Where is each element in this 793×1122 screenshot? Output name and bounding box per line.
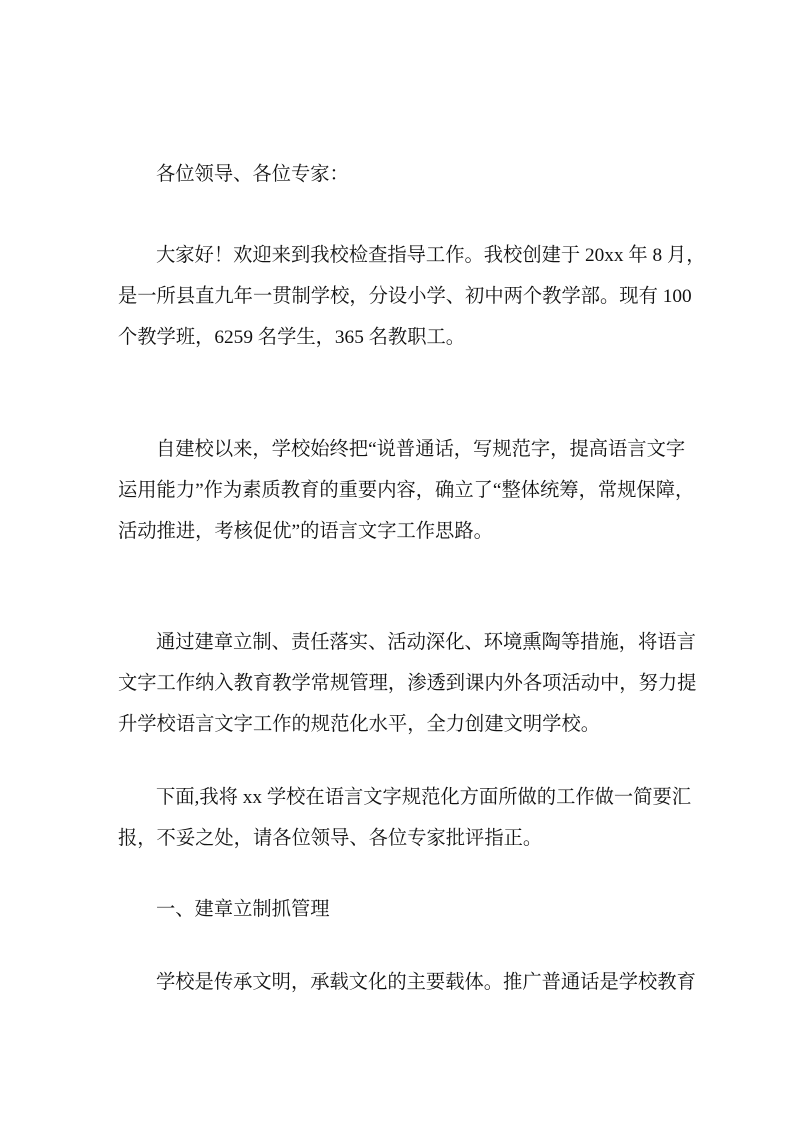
- paragraph-line: 报，不妥之处，请各位领导、各位专家批评指正。: [118, 828, 543, 849]
- paragraph-line: 学校是传承文明，承载文化的主要载体。推广普通话是学校教育: [156, 972, 696, 993]
- paragraph-section-body: [118, 962, 696, 1003]
- paragraph-line: 升学校语言文字工作的规范化水平，全力创建文明学校。: [118, 714, 601, 735]
- paragraph-line: 活动推进，考核促优”的语言文字工作思路。: [118, 521, 493, 542]
- paragraph-line: 大家好！欢迎来到我校检查指导工作。我校创建于 20xx 年 8 月，: [156, 245, 706, 266]
- paragraph-line: 个教学班，6259 名学生，365 名教职工。: [118, 327, 466, 348]
- paragraph-line: 是一所县直九年一贯制学校，分设小学、初中两个教学部。现有 100: [118, 286, 692, 307]
- paragraph-line: 下面,我将 xx 学校在语言文字规范化方面所做的工作做一简要汇: [156, 787, 692, 808]
- paragraph-measures: [118, 622, 697, 745]
- paragraph-philosophy: [118, 429, 695, 552]
- salutation-text: 各位领导、各位专家：: [156, 164, 349, 185]
- paragraph-intro: [118, 235, 706, 358]
- paragraph-line: 文字工作纳入教育教学常规管理，渗透到课内外各项活动中，努力提: [118, 673, 697, 694]
- paragraph-line: 运用能力”作为素质教育的重要内容，确立了“整体统筹，常规保障，: [118, 480, 695, 501]
- paragraph-line: 通过建章立制、责任落实、活动深化、环境熏陶等措施，将语言: [156, 632, 696, 653]
- section-heading: [118, 889, 688, 930]
- paragraph-report: [118, 777, 692, 859]
- paragraph-line: 自建校以来，学校始终把“说普通话，写规范字，提高语言文字: [156, 439, 686, 460]
- salutation: [118, 154, 688, 195]
- section-heading-text: 一、建章立制抓管理: [156, 899, 330, 920]
